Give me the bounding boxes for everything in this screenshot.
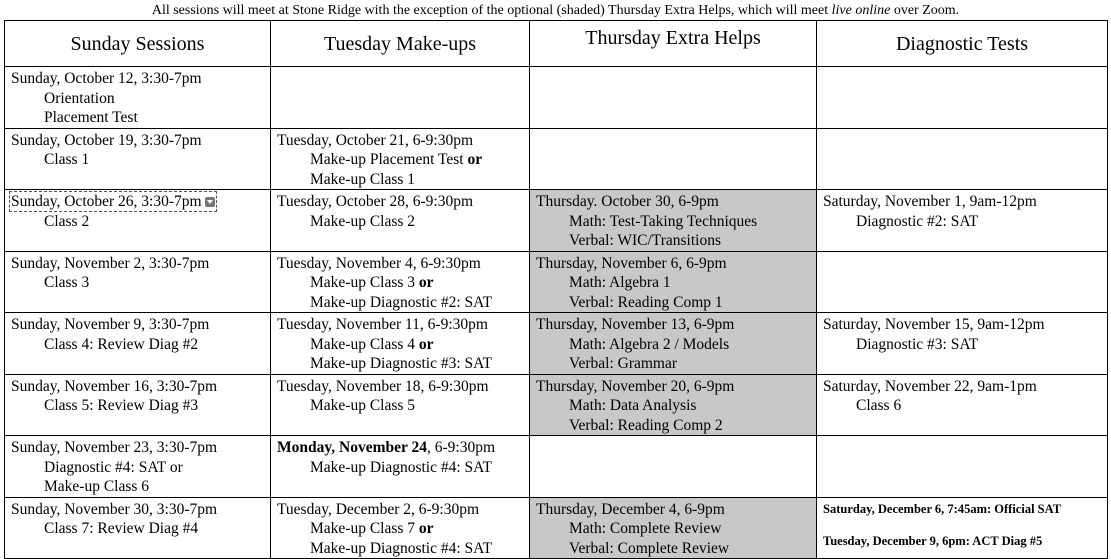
diagnostic-cell [817,497,1108,559]
thursday-cell [530,497,817,559]
makeup-text: Make-up Class 4 [310,335,419,353]
sunday-cell [5,374,271,436]
schedule-table [4,20,1108,559]
makeup-date: Tuesday, November 4, 6-9:30pm [277,254,481,272]
makeup-item [277,519,523,539]
session-item: Class 3 [44,274,90,291]
tuesday-cell [271,251,530,313]
session-item: Class 7: Review Diag #4 [44,520,199,537]
session-item: Class 4: Review Diag #2 [44,335,199,353]
extra-help-math: Math: Algebra 2 / Models [569,335,730,353]
tuesday-cell [271,128,530,190]
makeup-item [277,273,523,293]
header-row [5,21,1108,67]
makeup-time: , 6-9:30pm [426,439,496,456]
makeup-item: Make-up Diagnostic #2: SAT [310,293,493,311]
header-sunday: Sunday Sessions [5,21,271,67]
session-date-field[interactable] [11,193,215,210]
sunday-cell [5,128,271,190]
session-item: Class 1 [44,151,90,168]
extra-help-date: Thursday. October 30, 6-9pm [536,193,719,210]
session-date: Sunday, November 30, 3:30-7pm [11,500,218,518]
makeup-text: Make-up Class 3 [310,274,419,291]
makeup-item: Make-up Diagnostic #4: SAT [310,458,493,476]
makeup-item: Make-up Class 1 [310,170,416,188]
makeup-item: Make-up Class 2 [310,212,416,230]
makeup-item [277,150,523,170]
tuesday-cell [271,313,530,375]
session-date: Sunday, October 19, 3:30-7pm [11,131,202,149]
diagnostic-cell [817,436,1108,498]
session-date: Sunday, November 2, 3:30-7pm [11,254,210,272]
table-row [5,313,1108,375]
session-date: Sunday, November 9, 3:30-7pm [11,316,210,333]
makeup-date-bold: Monday, November 24 [277,439,427,456]
official-sat-date: Saturday, December 6, 7:45am: Official SAT [823,501,1062,516]
diagnostic-item: Diagnostic #2: SAT [856,212,979,230]
makeup-date [277,439,495,456]
note-italic-text: live online [831,3,891,18]
diagnostic-cell [817,128,1108,190]
note-text: All sessions will meet at Stone Ridge with the exception of the optional (shaded) Thursday Extra Helps, which will meet [151,3,832,18]
session-item: Class 5: Review Diag #3 [44,397,199,414]
session-item: Orientation [44,89,115,107]
makeup-date: Tuesday, October 21, 6-9:30pm [277,131,474,149]
table-row [5,190,1108,252]
makeup-date: Tuesday, November 11, 6-9:30pm [277,316,488,333]
sunday-cell [5,67,271,129]
makeup-item: Make-up Diagnostic #3: SAT [310,355,493,372]
sunday-cell [5,497,271,559]
act-diag-date: Tuesday, December 9, 6pm: ACT Diag #5 [823,533,1043,548]
table-row [5,251,1108,313]
tuesday-cell [271,374,530,436]
thursday-cell [530,251,817,313]
session-item: Diagnostic #4: SAT or [44,458,183,476]
thursday-cell [530,436,817,498]
table-row [5,436,1108,498]
diagnostic-cell [817,67,1108,129]
header-diagnostic: Diagnostic Tests [817,21,1108,67]
header-tuesday: Tuesday Make-ups [271,21,530,67]
extra-help-date: Thursday, November 6, 6-9pm [536,254,727,272]
session-item: Class 2 [44,212,90,230]
makeup-item: Make-up Diagnostic #4: SAT [310,539,493,557]
sunday-cell [5,436,271,498]
diagnostic-date: Saturday, November 22, 9am-1pm [823,377,1037,395]
extra-help-date: Thursday, November 20, 6-9pm [536,377,735,395]
thursday-cell [530,313,817,375]
schedule-note [0,2,1111,20]
extra-help-math: Math: Test-Taking Techniques [569,212,758,230]
tuesday-cell [271,190,530,252]
makeup-item: Make-up Class 5 [310,397,416,414]
makeup-date: Tuesday, December 2, 6-9:30pm [277,500,480,518]
sunday-cell [5,251,271,313]
session-date: Sunday, November 16, 3:30-7pm [11,377,218,395]
table-row [5,374,1108,436]
sunday-cell [5,190,271,252]
session-date: Sunday, October 26, 3:30-7pm [11,193,202,210]
makeup-text: Make-up Class 7 [310,520,419,537]
or-label: or [418,335,434,353]
thursday-cell [530,67,817,129]
session-date: Sunday, November 23, 3:30-7pm [11,439,218,456]
diagnostic-item: Class 6 [856,397,902,414]
or-label: or [418,520,434,537]
tuesday-cell [271,67,530,129]
diagnostic-cell [817,190,1108,252]
extra-help-math: Math: Complete Review [569,520,722,537]
extra-help-verbal: Verbal: Reading Comp 2 [569,416,723,434]
session-item: Placement Test [44,109,138,126]
dropdown-icon[interactable] [205,197,215,207]
extra-help-verbal: Verbal: Complete Review [569,539,730,557]
diagnostic-date: Saturday, November 1, 9am-12pm [823,193,1037,210]
makeup-date: Tuesday, November 18, 6-9:30pm [277,377,489,395]
table-row [5,67,1108,129]
diagnostic-cell [817,251,1108,313]
tuesday-cell [271,436,530,498]
makeup-date: Tuesday, October 28, 6-9:30pm [277,193,474,210]
thursday-cell [530,190,817,252]
extra-help-math: Math: Data Analysis [569,397,697,414]
note-text-end: over Zoom. [890,3,960,18]
or-label: or [467,151,483,168]
extra-help-date: Thursday, November 13, 6-9pm [536,316,735,333]
table-row [5,128,1108,190]
extra-help-date: Thursday, December 4, 6-9pm [536,500,725,518]
diagnostic-date: Saturday, November 15, 9am-12pm [823,316,1045,333]
diagnostic-cell [817,374,1108,436]
thursday-cell [530,128,817,190]
tuesday-cell [271,497,530,559]
extra-help-verbal: Verbal: WIC/Transitions [569,232,721,249]
session-item: Make-up Class 6 [44,478,150,495]
session-date: Sunday, October 12, 3:30-7pm [11,70,202,87]
extra-help-math: Math: Algebra 1 [569,274,671,291]
diagnostic-cell [817,313,1108,375]
header-thursday: Thursday Extra Helps [530,21,817,67]
makeup-text: Make-up Placement Test [310,151,468,168]
extra-help-verbal: Verbal: Grammar [569,355,678,372]
table-row [5,497,1108,559]
thursday-cell [530,374,817,436]
makeup-item [277,335,523,355]
sunday-cell [5,313,271,375]
extra-help-verbal: Verbal: Reading Comp 1 [569,293,723,311]
diagnostic-item: Diagnostic #3: SAT [856,335,979,353]
or-label: or [418,274,434,291]
